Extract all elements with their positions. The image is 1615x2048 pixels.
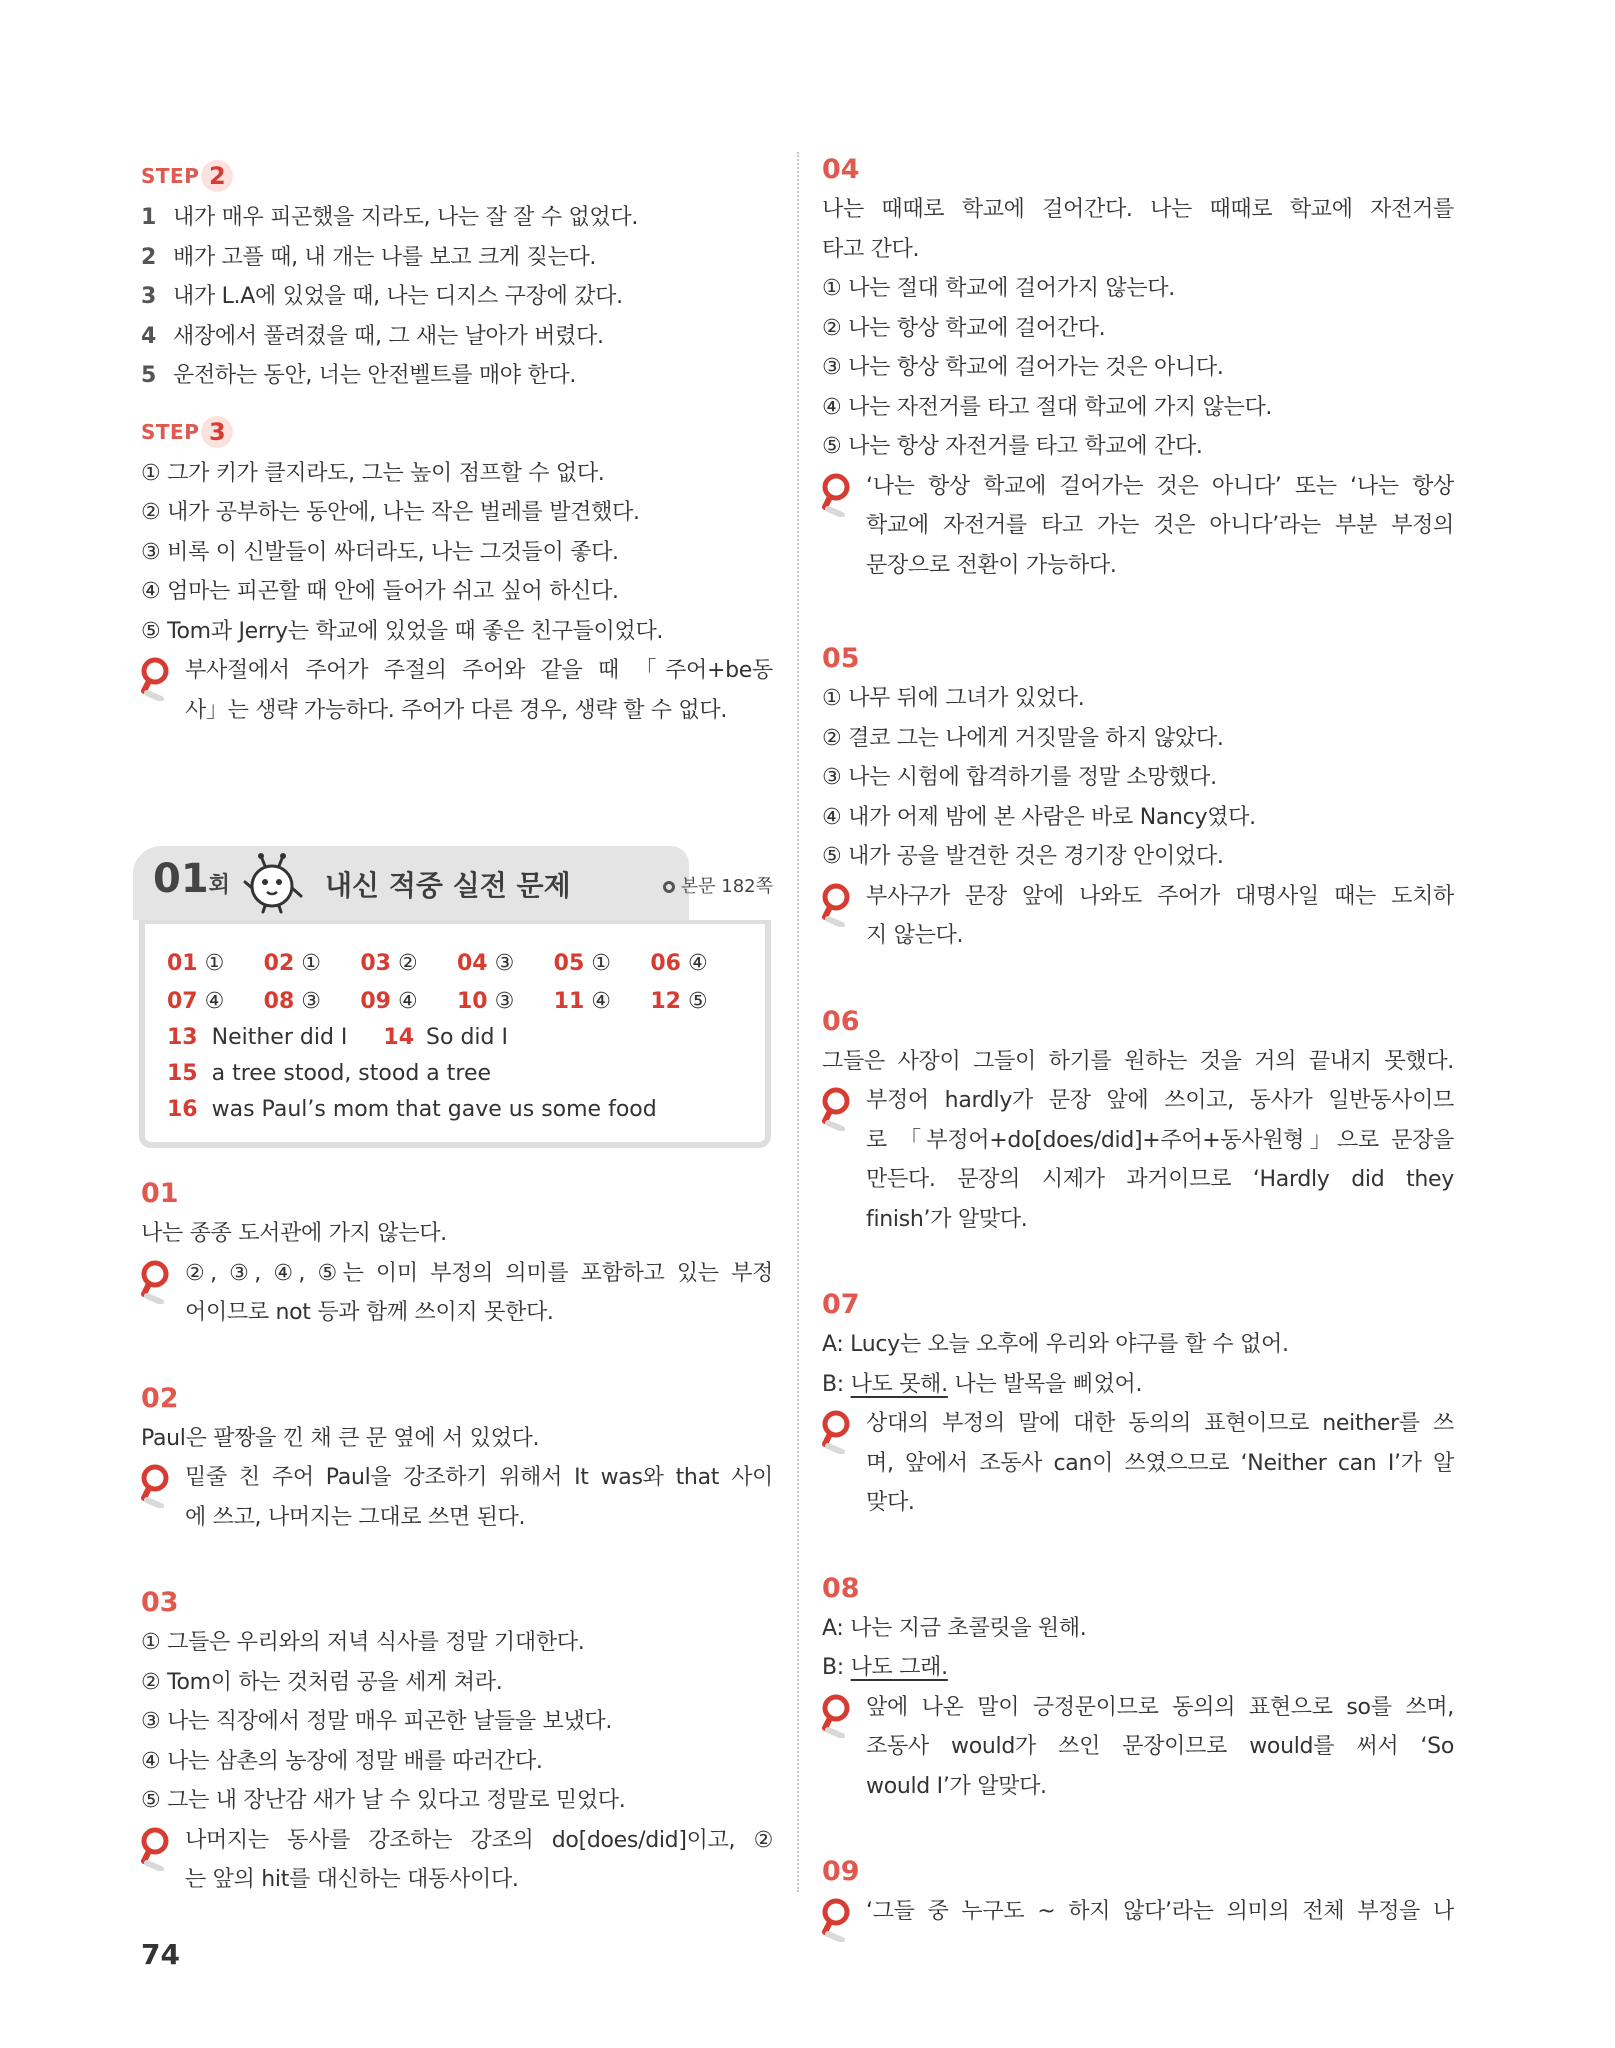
question-number: 04 [822,154,860,185]
question-number: 03 [141,1587,179,1618]
underlined-phrase: 나도 못해. [850,1371,948,1397]
section-banner [141,846,773,920]
list-item: ③ 나는 직장에서 정말 매우 피곤한 날들을 보냈다. [141,1709,613,1734]
explanation-tip: 상대의 부정의 말에 대한 동의의 표현이므로 neither를 쓰 며, 앞에서 조동사 can이 쓰였으므로 ‘Neither can I’가 알 맞다. [822,1404,1454,1523]
answer-item: 12 ⑤ [650,989,708,1014]
underlined-phrase: 나도 그래. [850,1655,948,1680]
question-number: 01 [141,1178,179,1209]
step2-list [141,198,773,396]
section-title: 내신 적중 실전 문제 [325,869,571,902]
list-item: 1 내가 매우 피곤했을 지라도, 나는 잘 잘 수 없었다. [141,205,639,230]
mascot-icon [243,852,307,914]
column-divider [797,152,799,1892]
answer-item: 08 ③ [263,989,322,1014]
answer-item: 15 a tree stood, stood a tree [167,1061,492,1086]
question-number: 08 [822,1572,860,1604]
question-number: 02 [141,1382,179,1414]
explanation-tip: 밑줄 친 주어 Paul을 강조하기 위해서 It was와 that 사이 에 쓰고, 나머지는 그대로 쓰면 된다. [141,1458,773,1537]
explanation-tip: 나머지는 동사를 강조하는 강조의 do[does/did]이고, ② 는 앞의 hit를 대신하는 대동사이다. [141,1821,773,1900]
magnifier-icon [822,883,856,927]
list-item: ② 나는 항상 학교에 걸어간다. [822,315,1106,341]
dialogue-line-a: A: 나는 지금 초콜릿을 원해. [822,1615,1087,1641]
list-item: 5 운전하는 동안, 너는 안전벨트를 매야 한다. [141,363,577,388]
list-item: ④ 나는 자전거를 타고 절대 학교에 가지 않는다. [822,394,1273,420]
list-item: ① 나는 절대 학교에 걸어가지 않는다. [822,276,1175,301]
right-column [822,150,1454,1932]
list-item: 4 새장에서 풀려졌을 때, 그 새는 날아가 버렸다. [141,323,604,349]
left-column [141,150,773,1900]
magnifier-icon [822,1410,856,1454]
list-item: ④ 내가 어제 밤에 본 사람은 바로 Nancy였다. [822,804,1256,830]
list-item: ⑤ 나는 항상 자전거를 타고 학교에 간다. [822,434,1203,459]
step3-heading: STEP 3 [141,410,773,454]
answer-item: 01 ① [167,951,225,976]
list-item: 3 내가 L.A에 있었을 때, 나는 디지스 구장에 갔다. [141,284,623,309]
answer-item: 04 ③ [456,951,515,976]
magnifier-icon [141,1260,175,1304]
explanation-tip: 부정어 hardly가 문장 앞에 쓰이고, 동사가 일반동사이므 로 「부정어+do[does/did]+주어+동사원형」으로 문장을 만든다. 문장의 시제가 과거이므로 ‘Hardly did they finish’가 알맞다. [822,1081,1454,1239]
magnifier-icon [141,1464,175,1508]
magnifier-icon [141,657,175,701]
answer-item: 16 was Paul’s mom that gave us some food [167,1097,657,1122]
magnifier-icon [822,1087,856,1131]
magnifier-icon [822,473,856,517]
list-item: ① 그들은 우리와의 저녁 식사를 정말 기대한다. [141,1630,585,1655]
list-item: ⑤ Tom과 Jerry는 학교에 있었을 때 좋은 친구들이었다. [141,618,664,644]
list-item: ② 결코 그는 나에게 거짓말을 하지 않았다. [822,725,1224,751]
answer-item: 13 Neither did I 14 So did I [167,1025,508,1050]
list-item: ⑤ 내가 공을 발견한 것은 경기장 안이었다. [822,844,1224,869]
step3-tip: 부사절에서 주어가 주절의 주어와 같을 때 「주어+be동 사」는 생략 가능하다. 주어가 다른 경우, 생략 할 수 없다. [141,651,773,730]
question-number: 09 [822,1856,860,1887]
dialogue-line-a: A: Lucy는 오늘 오후에 우리와 야구를 할 수 없어. [822,1332,1289,1357]
question-text: 타고 간다. [822,236,920,262]
step2-number: 2 [201,160,233,192]
question-text: 나는 때때로 학교에 걸어간다. 나는 때때로 학교에 자전거를 [822,197,1454,222]
explanation-tip: ②, ③, ④, ⑤는 이미 부정의 의미를 포함하고 있는 부정 어이므로 not 등과 함께 쓰이지 못한다. [141,1254,773,1333]
question-number: 07 [822,1289,860,1320]
list-item: ① 그가 키가 클지라도, 그는 높이 점프할 수 없다. [141,460,605,486]
question-text: 나는 종종 도서관에 가지 않는다. [141,1221,447,1246]
bullet-icon [663,881,675,893]
dialogue-line-b: B: 나도 못해. 나는 발목을 삐었어. [822,1371,1143,1397]
page-number: 74 [141,1938,180,1971]
list-item: ⑤ 그는 내 장난감 새가 날 수 있다고 정말로 믿었다. [141,1788,626,1813]
question-text: Paul은 팔짱을 낀 채 큰 문 옆에 서 있었다. [141,1425,540,1451]
step3-number: 3 [201,416,233,448]
answer-item: 05 ① [553,951,612,976]
magnifier-icon [822,1694,856,1738]
list-item: ④ 엄마는 피곤할 때 안에 들어가 쉬고 싶어 하신다. [141,579,619,604]
list-item: ④ 나는 삼촌의 농장에 정말 배를 따러간다. [141,1748,543,1774]
list-item: ② Tom이 하는 것처럼 공을 세게 쳐라. [141,1669,503,1695]
answer-item: 07 ④ [167,989,225,1014]
answer-item: 06 ④ [650,951,708,976]
explanation-tip: ‘그들 중 누구도 ~ 하지 않다’라는 의미의 전체 부정을 나 [822,1892,1454,1932]
list-item: 2 배가 고플 때, 내 개는 나를 보고 크게 짖는다. [141,244,597,270]
answer-item: 11 ④ [553,989,612,1014]
explanation-tip: 부사구가 문장 앞에 나와도 주어가 대명사일 때는 도치하 지 않는다. [822,877,1454,956]
answer-item: 09 ④ [360,989,418,1014]
answer-item: 02 ① [263,951,322,976]
magnifier-icon [141,1827,175,1871]
round-number: 01회 [153,856,230,902]
list-item: ③ 비록 이 신발들이 싸더라도, 나는 그것들이 좋다. [141,539,619,565]
question-text: 그들은 사장이 그들이 하기를 원하는 것을 거의 끝내지 못했다. [822,1048,1454,1074]
question-number: 06 [822,1005,860,1037]
page-reference: 본문 182쪽 [663,872,773,898]
answer-box [139,920,771,1148]
list-item: ② 내가 공부하는 동안에, 나는 작은 벌레를 발견했다. [141,500,640,525]
step2-heading: STEP 2 [141,154,773,198]
question-number: 05 [822,643,860,674]
answer-grid [167,946,747,1020]
list-item: ① 나무 뒤에 그녀가 있었다. [822,686,1085,711]
explanation-tip: ‘나는 항상 학교에 걸어가는 것은 아니다’ 또는 ‘나는 항상 학교에 자전거를 타고 가는 것은 아니다’라는 부분 부정의 문장으로 전환이 가능하다. [822,467,1454,586]
answer-item: 03 ② [360,951,418,976]
dialogue-line-b: B: 나도 그래. [822,1655,948,1680]
explanation-tip: 앞에 나온 말이 긍정문이므로 동의의 표현으로 so를 쓰며, 조동사 would가 쓰인 문장이므로 would를 써서 ‘So would I’가 알맞다. [822,1688,1454,1807]
magnifier-icon [822,1898,856,1942]
answer-item: 10 ③ [456,989,515,1014]
list-item: ③ 나는 시험에 합격하기를 정말 소망했다. [822,765,1217,790]
step3-list [141,454,773,652]
list-item: ③ 나는 항상 학교에 걸어가는 것은 아니다. [822,355,1224,380]
